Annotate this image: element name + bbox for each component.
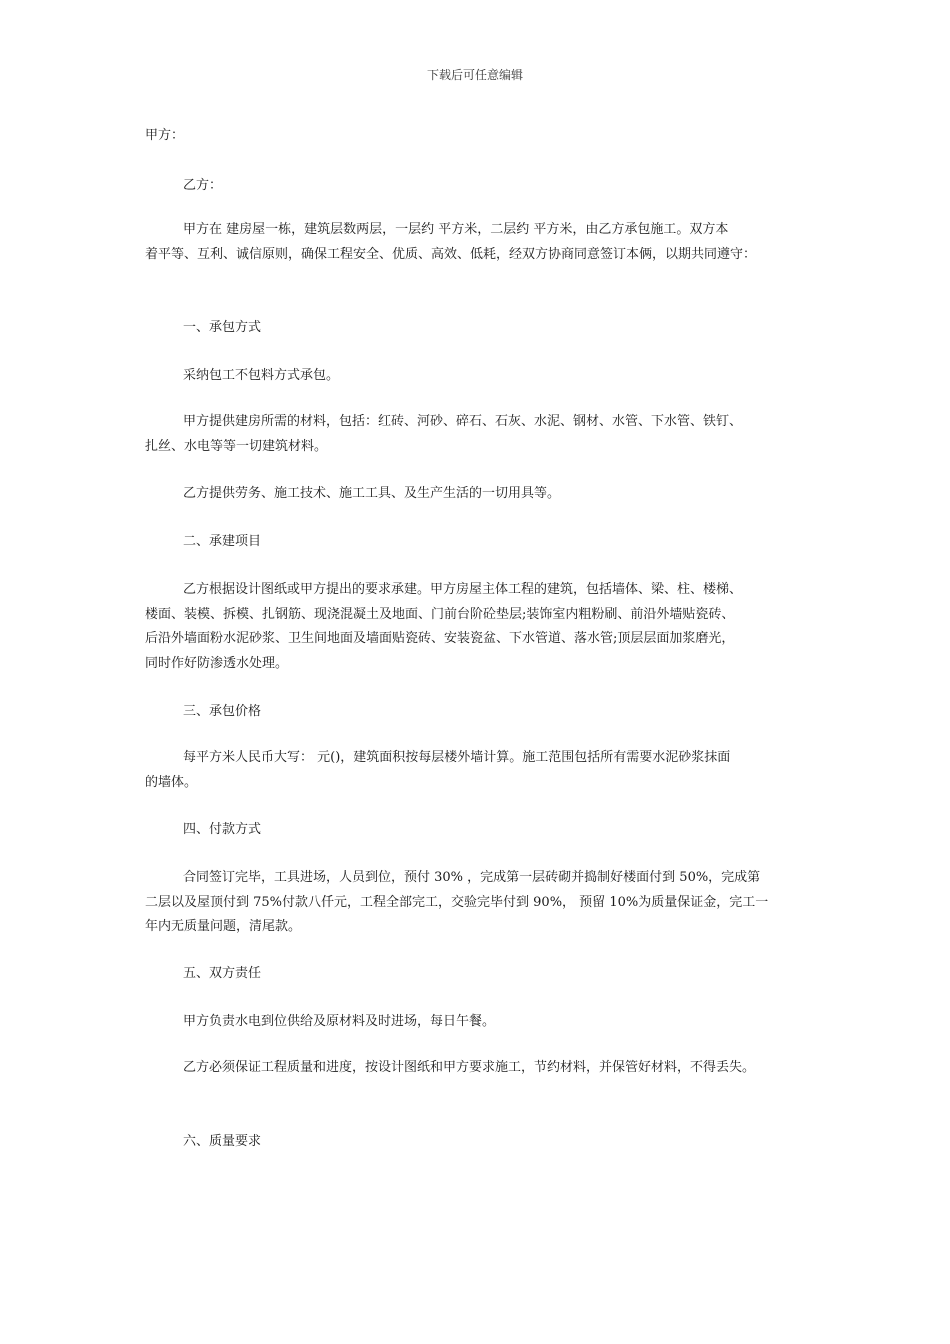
s4-p1-line-2: 二层以及屋顶付到 75%付款八仟元，工程全部完工，交验完毕付到 90%， 预留 10%为质量保证金，完工一: [145, 894, 769, 910]
s1-p2-line-2: 扎丝、水电等等一切建筑材料。: [145, 438, 328, 454]
s2-p1-line-4: 同时作好防渗透水处理。: [145, 655, 289, 671]
section-3-title: 三、承包价格: [183, 704, 262, 719]
intro-paragraph: [145, 218, 815, 267]
section-1-paragraph-2: [145, 410, 815, 459]
party-a-label: 甲方：: [145, 128, 185, 143]
section-6-title: 六、质量要求: [183, 1134, 262, 1149]
section-5-paragraph-1: 甲方负责水电到位供给及原材料及时进场，每日午餐。: [183, 1014, 496, 1029]
s1-p2-line-1: 甲方提供建房所需的材料，包括：红砖、河砂、碎石、石灰、水泥、钢材、水管、下水管、铁钉、: [183, 414, 743, 429]
s2-p1-line-3: 后沿外墙面粉水泥砂浆、卫生间地面及墙面贴瓷砖、安装瓷盆、下水管道、落水管;顶层层面加浆磨光，: [145, 631, 735, 646]
s3-p1-line-1: 每平方米人民币大写： 元()，建筑面积按每层楼外墙计算。施工范围包括所有需要水泥砂浆抹面: [183, 750, 731, 765]
s4-p1-line-3: 年内无质量问题，清尾款。: [145, 919, 302, 934]
s3-p1-line-2: 的墙体。: [145, 774, 198, 790]
s2-p1-line-2: 楼面、装模、拆模、扎钢筋、现浇混凝土及地面、门前台阶砼垫层;装饰室内粗粉刷、前沿外墙贴瓷砖、: [145, 606, 735, 622]
section-1-paragraph-3: 乙方提供劳务、施工技术、施工工具、及生产生活的一切用具等。: [183, 486, 561, 501]
s4-p1-line-1: 合同签订完毕，工具进场，人员到位，预付 30% ，完成第一层砖砌并捣制好楼面付到 50%，完成第: [183, 870, 761, 885]
section-5-paragraph-2: 乙方必须保证工程质量和进度，按设计图纸和甲方要求施工，节约材料，并保管好材料，不得丢失。: [183, 1060, 756, 1075]
section-1-title: 一、承包方式: [183, 320, 262, 335]
s2-p1-line-1: 乙方根据设计图纸或甲方提出的要求承建。甲方房屋主体工程的建筑，包括墙体、梁、柱、楼梯、: [183, 582, 743, 597]
intro-line-1: 甲方在 建房屋一栋，建筑层数两层，一层约 平方米，二层约 平方米，由乙方承包施工。双方本: [183, 222, 729, 237]
section-5-title: 五、双方责任: [183, 966, 262, 981]
party-b-label: 乙方：: [183, 178, 223, 193]
page-header: 下载后可任意编辑: [426, 68, 523, 82]
section-4-title: 四、付款方式: [183, 822, 262, 837]
section-1-paragraph-1: 采纳包工不包料方式承包。: [183, 368, 340, 383]
section-4-paragraph-1: [145, 866, 815, 940]
section-3-paragraph-1: [145, 746, 815, 795]
intro-line-2: 着平等、互利、诚信原则，确保工程安全、优质、高效、低耗，经双方协商同意签订本俩，以期共同遵守：: [145, 246, 757, 262]
section-2-paragraph-1: [145, 578, 815, 676]
section-2-title: 二、承建项目: [183, 534, 262, 549]
